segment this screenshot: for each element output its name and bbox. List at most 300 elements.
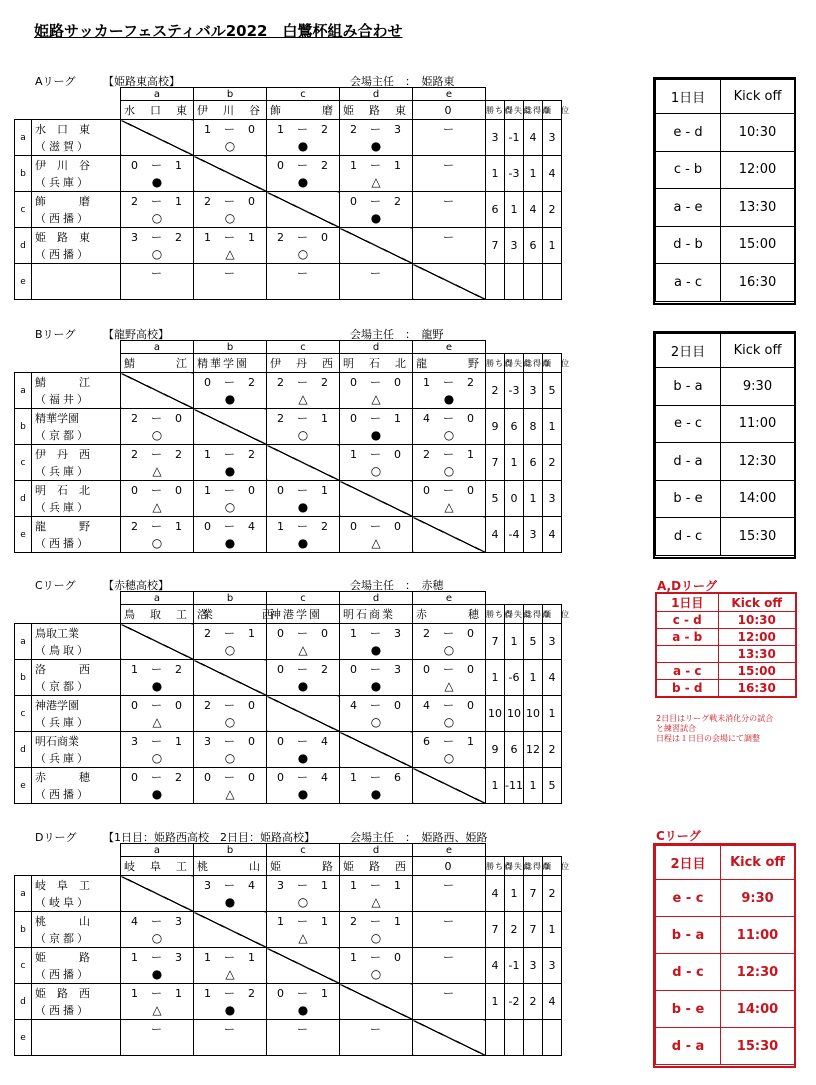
row-letter: c <box>15 192 32 228</box>
result-mark <box>413 1002 485 1019</box>
team-prefecture: （京都） <box>35 931 91 945</box>
result-mark: ● <box>370 786 382 801</box>
row-letter: b <box>15 409 32 445</box>
match-result <box>340 373 413 409</box>
result-mark <box>121 1038 193 1055</box>
column-team-name: 伊 丹 西 <box>267 354 340 373</box>
match-result <box>267 912 340 948</box>
match-score: ー <box>443 194 455 208</box>
team-row <box>15 517 581 553</box>
match-result <box>121 264 194 300</box>
result-mark: ○ <box>443 427 455 442</box>
match-result <box>121 1020 194 1056</box>
result-mark: ○ <box>297 246 309 261</box>
result-mark: △ <box>298 391 308 406</box>
column-letter: c <box>267 88 340 101</box>
stat-goal-diff: -3 <box>505 373 524 409</box>
result-mark: △ <box>225 966 235 981</box>
result-mark: ● <box>370 642 382 657</box>
matchup: e - d <box>656 114 721 152</box>
stat-rank: 3 <box>543 120 562 156</box>
row-letter: b <box>15 156 32 192</box>
diagonal-cell <box>267 192 340 228</box>
team-name: 姫 路 西 <box>35 986 90 1000</box>
result-mark <box>413 930 485 947</box>
stat-header-rank: 順 位 <box>543 354 562 373</box>
match-score: ー <box>297 1022 309 1036</box>
team-prefecture: （西播） <box>35 967 91 981</box>
match-result <box>413 228 486 264</box>
match-score: 0 ー 0 <box>131 483 183 497</box>
result-mark: △ <box>152 1002 162 1017</box>
matchup: c - d <box>656 612 718 629</box>
match-result <box>267 156 340 192</box>
stat-goal-diff <box>505 1020 524 1056</box>
schedule-row <box>656 114 795 152</box>
ad-league-title: A,Dリーグ <box>657 579 718 593</box>
team-name: 水 口 東 <box>35 122 90 136</box>
match-result <box>121 517 194 553</box>
team-row <box>15 768 581 804</box>
stat-points: 3 <box>486 120 505 156</box>
match-score: 1 ー 1 <box>204 950 256 964</box>
column-letter: d <box>340 592 413 605</box>
stat-goals-for: 7 <box>524 912 543 948</box>
stat-header-lost: 得失点 <box>505 857 524 876</box>
match-score: 2 ー 1 <box>277 411 329 425</box>
row-letter: e <box>15 768 32 804</box>
stat-goal-diff: -6 <box>505 660 524 696</box>
stat-goal-diff: 2 <box>505 912 524 948</box>
match-score: 1 ー 2 <box>131 662 183 676</box>
result-mark: △ <box>371 894 381 909</box>
result-mark: ○ <box>224 210 236 225</box>
match-result <box>194 192 267 228</box>
league-name: Aリーグ <box>35 75 76 88</box>
column-team-name: 明 石 北 <box>340 354 413 373</box>
row-letter: c <box>15 696 32 732</box>
league-venue: 【赤穂高校】 <box>103 579 169 592</box>
match-score: ー <box>151 1022 163 1036</box>
match-score: 0 ー 1 <box>277 483 329 497</box>
team-cell <box>32 517 121 553</box>
matchup: b - d <box>656 680 718 697</box>
match-result <box>413 912 486 948</box>
match-result <box>267 228 340 264</box>
row-letter: d <box>15 481 32 517</box>
row-letter: a <box>15 120 32 156</box>
team-cell <box>32 120 121 156</box>
stat-goal-diff: 1 <box>505 624 524 660</box>
result-mark: ● <box>224 535 236 550</box>
team-row <box>15 1020 581 1056</box>
stat-goals-for: 1 <box>524 156 543 192</box>
result-mark: ● <box>297 678 309 693</box>
stat-goal-diff: -1 <box>505 120 524 156</box>
match-result <box>340 120 413 156</box>
match-result <box>267 984 340 1020</box>
ad-league-schedule <box>655 592 797 698</box>
match-result <box>194 445 267 481</box>
column-team-name: 姫 路 <box>267 857 340 876</box>
match-result <box>267 120 340 156</box>
match-score: 2 ー 1 <box>131 519 183 533</box>
column-letter: b <box>194 844 267 857</box>
match-score: 1 ー 2 <box>277 122 329 136</box>
team-cell <box>32 696 121 732</box>
stat-points: 1 <box>486 984 505 1020</box>
stat-header-rank: 順 位 <box>543 605 562 624</box>
team-name: 鳥取工業 <box>35 626 79 640</box>
team-prefecture: （西播） <box>35 211 91 225</box>
diagonal-cell <box>413 1020 486 1056</box>
result-mark: ○ <box>224 138 236 153</box>
result-mark: ○ <box>443 750 455 765</box>
match-result <box>194 876 267 912</box>
stat-rank: 1 <box>543 912 562 948</box>
schedule-row <box>656 1028 795 1065</box>
schedule-row <box>656 151 795 189</box>
match-result <box>267 732 340 768</box>
stat-header-won: 勝ち点 <box>486 857 505 876</box>
match-result <box>413 373 486 409</box>
stat-points <box>486 1020 505 1056</box>
result-mark: ● <box>151 966 163 981</box>
row-letter: a <box>15 373 32 409</box>
result-mark <box>413 966 485 983</box>
stat-points: 7 <box>486 912 505 948</box>
schedule-row <box>656 226 795 264</box>
team-cell <box>32 409 121 445</box>
match-score: 0 ー 2 <box>131 770 183 784</box>
kickoff-time: 13:30 <box>718 646 796 663</box>
column-team-name: 龍 野 <box>413 354 486 373</box>
stat-goal-diff: 6 <box>505 732 524 768</box>
result-mark: ● <box>297 499 309 514</box>
column-team-name: 神港学園 <box>267 605 340 624</box>
match-score: 0 ー 0 <box>277 626 329 640</box>
match-result <box>413 156 486 192</box>
match-result <box>340 912 413 948</box>
team-name: 精華学園 <box>35 411 79 425</box>
match-result <box>413 120 486 156</box>
match-score: 6 ー 1 <box>423 734 475 748</box>
result-mark: ● <box>151 786 163 801</box>
schedule-day: 1日目 <box>656 593 718 612</box>
matchup: b - e <box>656 480 721 518</box>
stat-rank: 1 <box>543 696 562 732</box>
kickoff-time: 15:30 <box>721 1028 795 1065</box>
match-result <box>413 732 486 768</box>
team-prefecture: （鳥取） <box>35 643 91 657</box>
match-score: 4 ー 0 <box>423 411 475 425</box>
kickoff-time: 11:00 <box>721 405 795 443</box>
matchup: e - c <box>656 405 721 443</box>
stat-points: 9 <box>486 409 505 445</box>
ad-league-note <box>656 714 773 744</box>
team-prefecture: （西播） <box>35 787 91 801</box>
stat-points: 4 <box>486 876 505 912</box>
kickoff-time: 13:30 <box>721 189 795 227</box>
result-mark: ○ <box>370 966 382 981</box>
match-score: 1 ー 6 <box>350 770 402 784</box>
schedule-row <box>656 480 795 518</box>
kickoff-time: 15:00 <box>718 663 796 680</box>
column-letter: d <box>340 844 413 857</box>
match-score: 1 ー 0 <box>204 483 256 497</box>
match-result <box>267 409 340 445</box>
match-score: 0 ー 4 <box>277 734 329 748</box>
schedule-title: Cリーグ <box>656 829 701 843</box>
stat-goals-for: 4 <box>524 192 543 228</box>
schedule-row <box>656 991 795 1028</box>
schedule-row <box>656 646 796 663</box>
stat-rank: 3 <box>543 481 562 517</box>
match-result <box>121 984 194 1020</box>
team-name: 岐 阜 工 <box>35 878 90 892</box>
schedule-row <box>656 954 795 991</box>
schedule-row <box>656 880 795 917</box>
match-result <box>121 228 194 264</box>
result-mark: ● <box>297 786 309 801</box>
schedule-row <box>656 405 795 443</box>
stat-rank <box>543 1020 562 1056</box>
diagonal-cell <box>413 768 486 804</box>
team-cell <box>32 156 121 192</box>
match-result <box>194 228 267 264</box>
result-mark: ○ <box>370 463 382 478</box>
column-letter: e <box>413 592 486 605</box>
match-score: 1 ー 2 <box>277 519 329 533</box>
matchup: d - a <box>656 1028 721 1065</box>
row-letter: a <box>15 624 32 660</box>
result-mark: ● <box>224 463 236 478</box>
column-team-name: 姫 路 西 <box>340 857 413 876</box>
match-result <box>413 660 486 696</box>
stat-header-lost: 得失点 <box>505 101 524 120</box>
match-score: 2 ー 2 <box>131 447 183 461</box>
result-mark: ● <box>151 174 163 189</box>
stat-goals-for: 1 <box>524 660 543 696</box>
result-mark <box>413 210 485 227</box>
diagonal-cell <box>121 876 194 912</box>
stat-goal-diff: -4 <box>505 517 524 553</box>
stat-header-total: 総得点 <box>524 605 543 624</box>
stat-goals-for: 6 <box>524 445 543 481</box>
team-cell <box>32 1020 121 1056</box>
match-result <box>340 876 413 912</box>
team-prefecture: （京都） <box>35 428 91 442</box>
match-result <box>413 984 486 1020</box>
diagonal-cell <box>194 912 267 948</box>
matchup: d - a <box>656 443 721 481</box>
team-name: 飾 磨 <box>35 194 90 208</box>
match-score: 1 ー 3 <box>131 950 183 964</box>
kickoff-time: 12:30 <box>721 954 795 991</box>
match-score: 2 ー 0 <box>204 194 256 208</box>
league-manager: 会場主任 ： 赤穂 <box>350 579 444 592</box>
match-score: ー <box>297 266 309 280</box>
stat-rank: 4 <box>543 517 562 553</box>
result-mark: ● <box>297 174 309 189</box>
match-score: 1 ー 1 <box>350 878 402 892</box>
stat-header-total: 総得点 <box>524 101 543 120</box>
team-row <box>15 156 581 192</box>
team-row <box>15 984 581 1020</box>
kickoff-time: 12:00 <box>721 151 795 189</box>
match-result <box>121 660 194 696</box>
team-row <box>15 876 581 912</box>
league-name: Dリーグ <box>35 831 77 844</box>
result-mark: ○ <box>151 750 163 765</box>
schedule-row <box>656 518 795 556</box>
team-name: 龍 野 <box>35 519 90 533</box>
result-mark: ○ <box>151 210 163 225</box>
result-mark: △ <box>371 174 381 189</box>
team-row <box>15 696 581 732</box>
result-mark: △ <box>298 642 308 657</box>
result-mark: ● <box>224 391 236 406</box>
team-cell <box>32 984 121 1020</box>
match-result <box>121 732 194 768</box>
match-result <box>121 409 194 445</box>
column-letter: b <box>194 341 267 354</box>
stat-goals-for <box>524 264 543 300</box>
result-mark: ● <box>370 678 382 693</box>
team-prefecture: （兵庫） <box>35 751 91 765</box>
team-prefecture: （西播） <box>35 1003 91 1017</box>
match-result <box>413 409 486 445</box>
match-result <box>340 192 413 228</box>
team-prefecture: （兵庫） <box>35 175 91 189</box>
stat-points: 1 <box>486 768 505 804</box>
column-team-name: 鯖 江 <box>121 354 194 373</box>
matchup: d - b <box>656 226 721 264</box>
result-mark: ● <box>443 391 455 406</box>
column-team-name: 岐 阜 工 <box>121 857 194 876</box>
team-name: 姫 路 <box>35 950 90 964</box>
result-mark: △ <box>371 535 381 550</box>
stat-rank: 3 <box>543 948 562 984</box>
stat-points: 7 <box>486 228 505 264</box>
match-score: 2 ー 1 <box>131 194 183 208</box>
match-result <box>267 373 340 409</box>
team-cell <box>32 373 121 409</box>
result-mark <box>340 1038 412 1055</box>
matchup: b - a <box>656 368 721 406</box>
match-result <box>267 624 340 660</box>
match-result <box>340 409 413 445</box>
column-letter: c <box>267 341 340 354</box>
schedule-row <box>656 189 795 227</box>
result-mark <box>267 1038 339 1055</box>
stat-goals-for: 5 <box>524 624 543 660</box>
result-mark: ○ <box>151 930 163 945</box>
schedule-day: 2日目 <box>656 334 721 368</box>
matchup: a - e <box>656 189 721 227</box>
result-mark <box>413 246 485 263</box>
diagonal-cell <box>194 409 267 445</box>
team-row <box>15 481 581 517</box>
match-result <box>267 481 340 517</box>
stat-goal-diff: 1 <box>505 192 524 228</box>
schedule-day: 2日目 <box>656 846 721 880</box>
match-score: 0 ー 0 <box>350 375 402 389</box>
match-score: 0 ー 0 <box>350 519 402 533</box>
stat-rank: 2 <box>543 445 562 481</box>
matchup: d - c <box>656 518 721 556</box>
match-score: 1 ー 1 <box>131 986 183 1000</box>
matchup: b - a <box>656 917 721 954</box>
note-line: と練習試合 <box>656 724 696 733</box>
column-team-name: 赤 穂 <box>413 605 486 624</box>
stat-points: 4 <box>486 948 505 984</box>
diagonal-cell <box>340 481 413 517</box>
diagonal-cell <box>121 120 194 156</box>
match-score: 1 ー 2 <box>204 986 256 1000</box>
result-mark: ○ <box>370 714 382 729</box>
match-score: 0 ー 4 <box>204 519 256 533</box>
diagonal-cell <box>121 624 194 660</box>
stat-goals-for: 8 <box>524 409 543 445</box>
stat-points: 4 <box>486 517 505 553</box>
stat-points: 9 <box>486 732 505 768</box>
match-result <box>413 481 486 517</box>
result-mark: ● <box>370 427 382 442</box>
match-score: ー <box>443 878 455 892</box>
matchup: d - c <box>656 954 721 991</box>
team-row <box>15 660 581 696</box>
stat-points: 1 <box>486 156 505 192</box>
result-mark: ○ <box>370 930 382 945</box>
match-result <box>194 120 267 156</box>
result-mark: ○ <box>151 427 163 442</box>
match-result <box>340 517 413 553</box>
team-prefecture: （岐阜） <box>35 895 91 909</box>
team-cell <box>32 768 121 804</box>
stat-goal-diff: -11 <box>505 768 524 804</box>
stat-header-rank: 順 位 <box>543 857 562 876</box>
column-letter: a <box>121 592 194 605</box>
team-cell <box>32 912 121 948</box>
schedule-row <box>656 663 796 680</box>
match-result <box>194 373 267 409</box>
result-mark: ● <box>224 1002 236 1017</box>
result-mark: ● <box>297 750 309 765</box>
matchup: a - c <box>656 264 721 302</box>
kickoff-time: 14:00 <box>721 991 795 1028</box>
match-result <box>340 1020 413 1056</box>
diagonal-cell <box>194 156 267 192</box>
match-result <box>121 696 194 732</box>
diagonal-cell <box>413 517 486 553</box>
column-team-name: 精華学園 <box>194 354 267 373</box>
team-name: 洛 西 <box>35 662 90 676</box>
schedule-table <box>655 333 795 556</box>
result-mark: △ <box>152 499 162 514</box>
match-score: 0 ー 0 <box>423 483 475 497</box>
match-score: 1 ー 1 <box>277 914 329 928</box>
team-name: 神港学園 <box>35 698 79 712</box>
match-result <box>340 696 413 732</box>
stat-goal-diff: -1 <box>505 948 524 984</box>
stat-rank: 5 <box>543 373 562 409</box>
match-result <box>413 192 486 228</box>
stat-rank: 4 <box>543 984 562 1020</box>
team-name: 鯖 江 <box>35 375 90 389</box>
schedule-row <box>656 612 796 629</box>
column-letter: c <box>267 592 340 605</box>
